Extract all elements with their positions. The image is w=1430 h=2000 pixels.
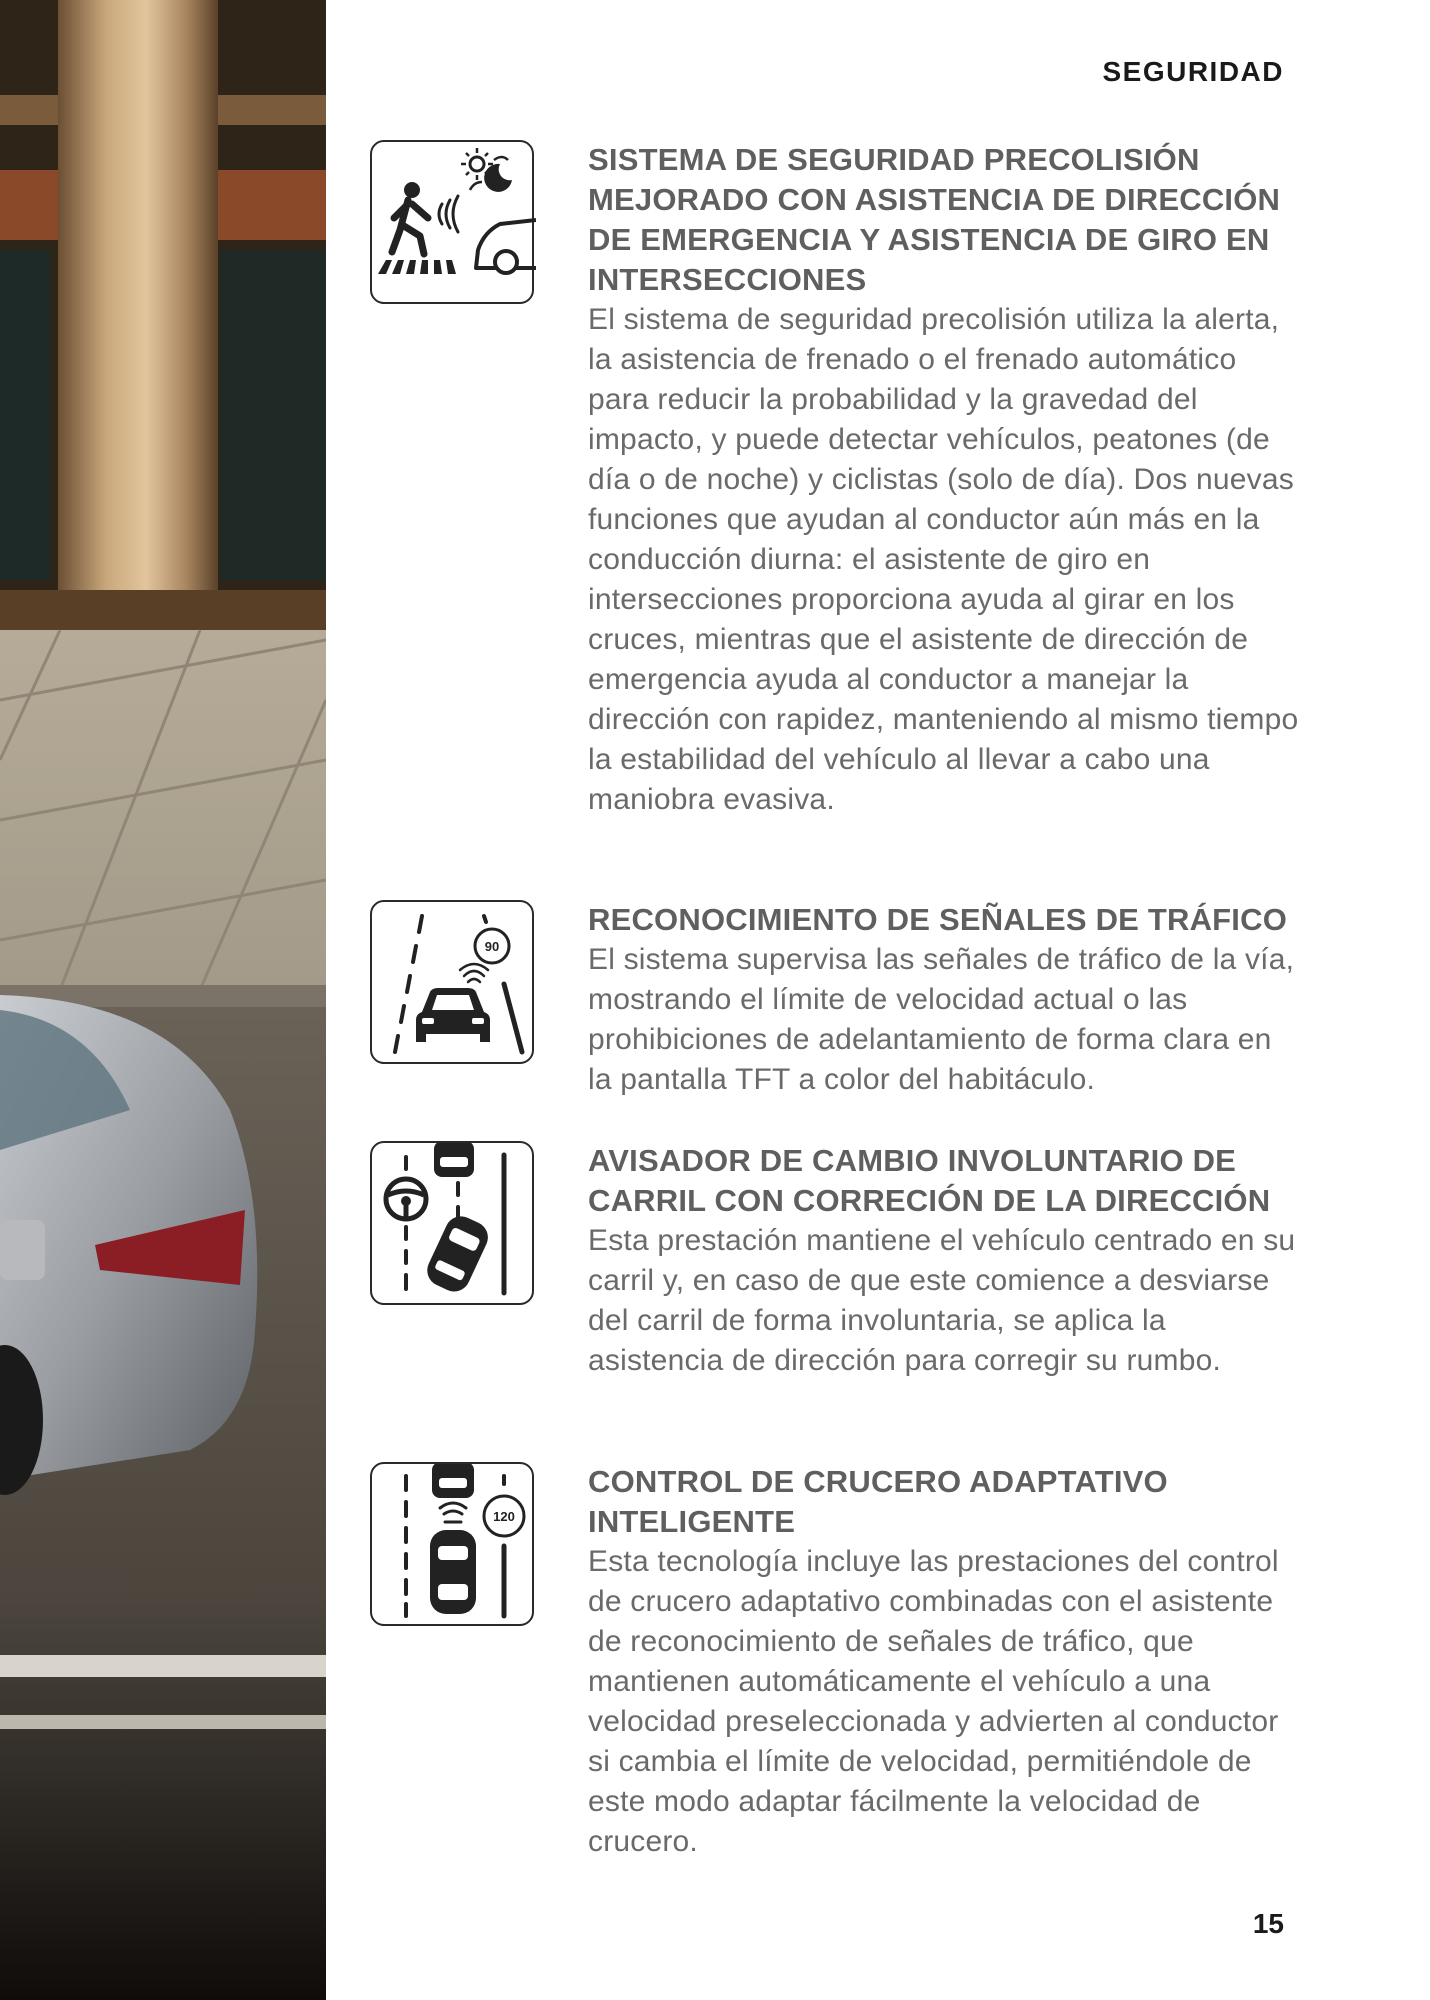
feature-text bbox=[588, 900, 1300, 1100]
feature-body: Esta tecnología incluye las prestaciones del control de crucero adaptativo combinadas con el asistente de reconocimiento de señales de tráfico, que mantienen automáticamente el vehículo a una velocidad preseleccionada y advierten al conductor si cambia el límite de velocidad, permitiéndole de este modo adaptar fácilmente la velocidad de crucero. bbox=[588, 1545, 1279, 1858]
feature-title: RECONOCIMIENTO DE SEÑALES DE TRÁFICO bbox=[588, 902, 1288, 937]
car-street-photo bbox=[0, 0, 326, 2000]
lane-departure-icon bbox=[370, 1141, 534, 1305]
speed-sign-label: 90 bbox=[484, 939, 500, 954]
feature-text bbox=[588, 1141, 1300, 1381]
page-number: 15 bbox=[1252, 1908, 1284, 1939]
feature-text bbox=[588, 140, 1300, 820]
feature-title: AVISADOR DE CAMBIO INVOLUNTARIO DE CARRIL CON CORRECIÓN DE LA DIRECCIÓN bbox=[588, 1143, 1271, 1218]
feature-body: El sistema de seguridad precolisión utiliza la alerta, la asistencia de frenado o el frenado automático para reducir la probabilidad y la gravedad del impacto, y puede detectar vehículos, peatones (de día o de noche) y ciclistas (solo de día). Dos nuevas funciones que ayudan al conductor aún más en la conducción diurna: el asistente de giro en intersecciones proporciona ayuda al girar en los cruces, mientras que el asistente de dirección de emergencia ayuda al conductor a manejar la dirección con rapidez, manteniendo al mismo tiempo la estabilidad del vehículo al llevar a cabo una maniobra evasiva. bbox=[588, 303, 1299, 816]
adaptive-cruise-icon bbox=[370, 1462, 534, 1626]
feature-title: CONTROL DE CRUCERO ADAPTATIVO INTELIGENTE bbox=[588, 1464, 1168, 1539]
feature-text bbox=[588, 1462, 1300, 1862]
speed-sign-label: 120 bbox=[493, 1509, 515, 1524]
pedestrian-precollision-icon bbox=[370, 140, 534, 304]
section-title: SEGURIDAD bbox=[1102, 56, 1284, 87]
traffic-sign-recognition-icon bbox=[370, 900, 534, 1064]
feature-title: SISTEMA DE SEGURIDAD PRECOLISIÓN MEJORADO CON ASISTENCIA DE DIRECCIÓN DE EMERGENCIA Y ASISTENCIA DE GIRO EN INTERSECCIONES bbox=[588, 142, 1281, 297]
photo-illustration bbox=[0, 0, 326, 2000]
feature-body: El sistema supervisa las señales de tráfico de la vía, mostrando el límite de velocidad actual o las prohibiciones de adelantamiento de forma clara en la pantalla TFT a color del habitáculo. bbox=[588, 943, 1295, 1096]
feature-body: Esta prestación mantiene el vehículo centrado en su carril y, en caso de que este comience a desviarse del carril de forma involuntaria, se aplica la asistencia de dirección para corregir su rumbo. bbox=[588, 1224, 1296, 1377]
